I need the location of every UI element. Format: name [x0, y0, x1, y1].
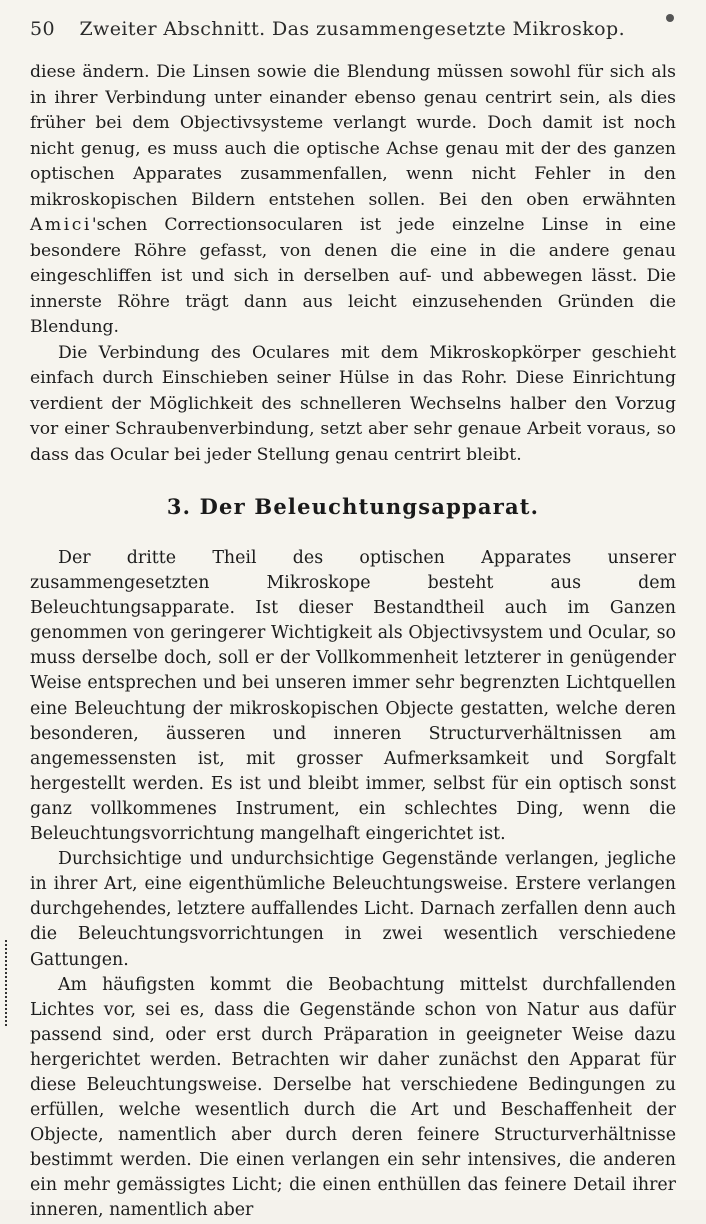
paragraph: [30, 973, 676, 1224]
paragraph: [30, 847, 676, 972]
paragraph-text: Die Verbindung des Oculares mit dem Mikroskopkörper geschieht einfach durch Einschieben seiner Hülse in das Rohr. Diese Einrichtung verdient der Möglichkeit des schnelleren Wechselns halber den Vorzug vor einer Schraubenverbindung, setzt aber sehr genaue Arbeit voraus, so dass das Ocular bei jeder Stellung genau centrirt bleibt.: [30, 342, 676, 465]
running-head: [30, 18, 676, 48]
page-number: 50: [30, 18, 55, 40]
paragraph: [30, 341, 676, 469]
corner-speck: [666, 14, 674, 22]
running-title: Zweiter Abschnitt. Das zusammengesetzte Mikroskop.: [79, 18, 626, 40]
paragraph-text: 'schen Correctionsocularen ist jede einzelne Linse in eine besondere Röhre gefasst, von denen die eine in die andere genau eingeschliffen ist und sich in derselben auf- und abbewegen lässt. Die innerste Röhre trägt dann aus leicht einzusehenden Gründen die Blendung.: [30, 215, 676, 337]
text-block-top: [30, 60, 676, 468]
paragraph-text: diese ändern. Die Linsen sowie die Blendung müssen sowohl für sich als in ihrer Verbindung unter einander ebenso genau centrirt sein, als dies früher bei dem Objectivsysteme verlangt wurde. Doch damit ist noch nicht genug, es muss auch die optische Achse genau mit der des ganzen optischen Apparates zusammenfallen, wenn nicht Fehler in den mikroskopischen Bildern entstehen sollen. Bei den oben erwähnten: [30, 62, 676, 210]
paragraph-text: Durchsichtige und undurchsichtige Gegenstände verlangen, jegliche in ihrer Art, eine eigenthümliche Beleuchtungsweise. Erstere verlangen durchgehendes, letztere auffallendes Licht. Darnach zerfallen denn auch die Beleuchtungsvorrichtungen in zwei wesentlich verschiedene Gattungen.: [30, 849, 676, 970]
text-block-bottom: [30, 546, 676, 1224]
paragraph-text: Der dritte Theil des optischen Apparates unserer zusammengesetzten Mikroskope besteht aus dem Beleuchtungsapparate. Ist dieser Bestandtheil auch im Ganzen genommen von geringerer Wichtigkeit als Objectivsystem und Ocular, so muss derselbe doch, soll er der Vollkommenheit letzterer in genügender Weise entsprechen und bei unseren immer sehr begrenzten Lichtquellen eine Beleuchtung der mikroskopischen Objecte gestatten, welche deren besonderen, äusseren und inneren Structurverhältnissen am angemessensten ist, mit grosser Aufmerksamkeit und Sorgfalt hergestellt werden. Es ist und bleibt immer, selbst für ein optisch sonst ganz vollkommenes Instrument, ein schlechtes Ding, wenn die Beleuchtungsvorrichtung mangelhaft eingerichtet ist.: [30, 548, 676, 845]
margin-pencil-mark: [5, 940, 11, 1026]
spaced-name: Amici: [30, 215, 92, 235]
paragraph-text: Am häufigsten kommt die Beobachtung mittelst durchfallenden Lichtes vor, sei es, dass die Gegenstände schon von Natur aus dafür passend sind, oder erst durch Präparation in geeigneter Weise dazu hergerichtet werden. Betrachten wir daher zunächst den Apparat für diese Beleuchtungsweise. Derselbe hat verschiedene Bedingungen zu erfüllen, welche wesentlich durch die Art und Beschaffenheit der Objecte, namentlich aber durch deren feinere Structurverhältnisse bestimmt werden. Die einen verlangen ein sehr intensives, die anderen ein mehr gemässigtes Licht; die einen enthüllen das feinere Detail ihrer inneren, namentlich aber: [30, 974, 676, 1221]
section-heading: 3. Der Beleuchtungsapparat.: [166, 494, 540, 519]
paragraph: [30, 546, 676, 847]
paragraph: [30, 60, 676, 341]
